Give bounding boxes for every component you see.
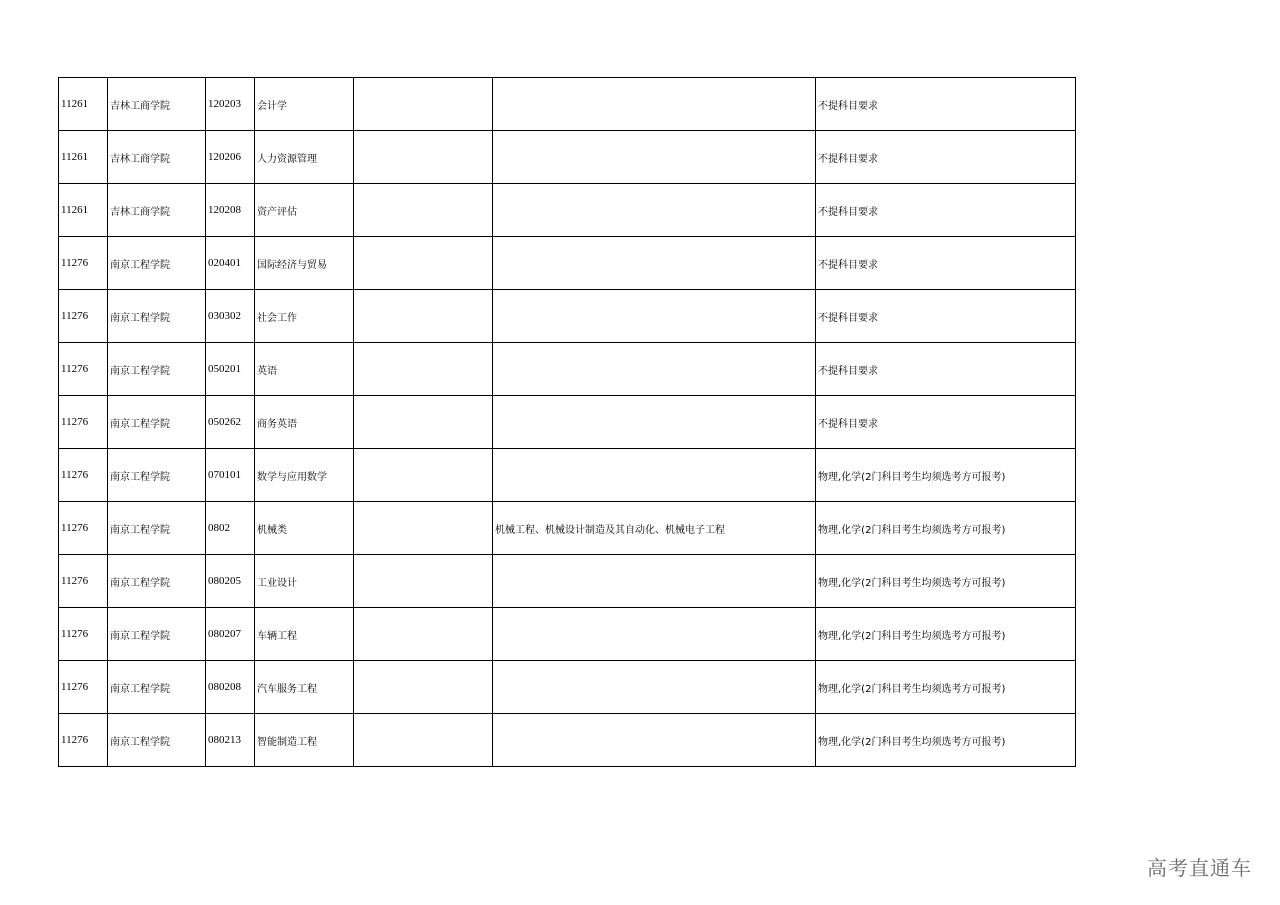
subject-requirement-cell: 物理,化学(2门科目考生均须选考方可报考) — [816, 714, 1076, 767]
major-code-cell: 120206 — [206, 131, 255, 184]
included-majors-cell — [493, 131, 816, 184]
major-code-cell: 050262 — [206, 396, 255, 449]
empty-cell — [354, 396, 493, 449]
major-name-cell: 数学与应用数学 — [255, 449, 354, 502]
subject-requirement-cell: 不提科目要求 — [816, 290, 1076, 343]
table-row — [59, 608, 1076, 661]
included-majors-cell — [493, 608, 816, 661]
institution-name-cell: 南京工程学院 — [108, 396, 206, 449]
institution-name-cell: 吉林工商学院 — [108, 184, 206, 237]
major-code-cell: 020401 — [206, 237, 255, 290]
major-name-cell: 商务英语 — [255, 396, 354, 449]
major-name-cell: 社会工作 — [255, 290, 354, 343]
subject-requirement-cell: 不提科目要求 — [816, 343, 1076, 396]
empty-cell — [354, 184, 493, 237]
major-name-cell: 英语 — [255, 343, 354, 396]
empty-cell — [354, 502, 493, 555]
included-majors-cell — [493, 290, 816, 343]
institution-code-cell: 11276 — [59, 396, 108, 449]
empty-cell — [354, 661, 493, 714]
table-body — [59, 78, 1076, 767]
watermark-text: 高考直通车 — [1147, 856, 1252, 880]
major-name-cell: 工业设计 — [255, 555, 354, 608]
institution-name-cell: 南京工程学院 — [108, 237, 206, 290]
table-row — [59, 555, 1076, 608]
included-majors-cell — [493, 343, 816, 396]
institution-code-cell: 11276 — [59, 714, 108, 767]
institution-name-cell: 吉林工商学院 — [108, 78, 206, 131]
table-row — [59, 343, 1076, 396]
institution-code-cell: 11261 — [59, 131, 108, 184]
major-code-cell: 030302 — [206, 290, 255, 343]
table-row — [59, 396, 1076, 449]
institution-name-cell: 南京工程学院 — [108, 290, 206, 343]
institution-code-cell: 11276 — [59, 290, 108, 343]
table-row — [59, 184, 1076, 237]
subject-requirement-cell: 不提科目要求 — [816, 396, 1076, 449]
major-code-cell: 050201 — [206, 343, 255, 396]
empty-cell — [354, 714, 493, 767]
major-code-cell: 080205 — [206, 555, 255, 608]
institution-code-cell: 11276 — [59, 502, 108, 555]
table-row — [59, 237, 1076, 290]
institution-name-cell: 南京工程学院 — [108, 449, 206, 502]
institution-name-cell: 吉林工商学院 — [108, 131, 206, 184]
subject-requirements-table — [58, 77, 1076, 767]
table-row — [59, 661, 1076, 714]
institution-name-cell: 南京工程学院 — [108, 714, 206, 767]
institution-code-cell: 11276 — [59, 237, 108, 290]
institution-code-cell: 11276 — [59, 343, 108, 396]
table-row — [59, 449, 1076, 502]
subject-requirement-cell: 物理,化学(2门科目考生均须选考方可报考) — [816, 608, 1076, 661]
institution-code-cell: 11276 — [59, 661, 108, 714]
major-code-cell: 080208 — [206, 661, 255, 714]
subject-requirement-cell: 不提科目要求 — [816, 78, 1076, 131]
table-row — [59, 290, 1076, 343]
institution-name-cell: 南京工程学院 — [108, 555, 206, 608]
institution-name-cell: 南京工程学院 — [108, 343, 206, 396]
institution-code-cell: 11261 — [59, 184, 108, 237]
empty-cell — [354, 449, 493, 502]
empty-cell — [354, 608, 493, 661]
included-majors-cell — [493, 396, 816, 449]
subject-requirement-cell: 不提科目要求 — [816, 184, 1076, 237]
subject-requirement-cell: 不提科目要求 — [816, 237, 1076, 290]
subject-requirement-cell: 物理,化学(2门科目考生均须选考方可报考) — [816, 555, 1076, 608]
major-name-cell: 智能制造工程 — [255, 714, 354, 767]
major-name-cell: 人力资源管理 — [255, 131, 354, 184]
major-code-cell: 080207 — [206, 608, 255, 661]
major-code-cell: 070101 — [206, 449, 255, 502]
major-name-cell: 会计学 — [255, 78, 354, 131]
included-majors-cell — [493, 661, 816, 714]
subject-requirement-cell: 物理,化学(2门科目考生均须选考方可报考) — [816, 661, 1076, 714]
empty-cell — [354, 290, 493, 343]
major-name-cell: 汽车服务工程 — [255, 661, 354, 714]
table-row — [59, 714, 1076, 767]
institution-code-cell: 11276 — [59, 449, 108, 502]
table-row — [59, 78, 1076, 131]
major-name-cell: 机械类 — [255, 502, 354, 555]
included-majors-cell — [493, 714, 816, 767]
major-code-cell: 120203 — [206, 78, 255, 131]
empty-cell — [354, 237, 493, 290]
empty-cell — [354, 78, 493, 131]
subject-requirement-cell: 不提科目要求 — [816, 131, 1076, 184]
major-name-cell: 资产评估 — [255, 184, 354, 237]
empty-cell — [354, 131, 493, 184]
table-row — [59, 131, 1076, 184]
table-row — [59, 502, 1076, 555]
institution-code-cell: 11276 — [59, 608, 108, 661]
included-majors-cell — [493, 184, 816, 237]
institution-name-cell: 南京工程学院 — [108, 608, 206, 661]
included-majors-cell — [493, 78, 816, 131]
major-code-cell: 120208 — [206, 184, 255, 237]
institution-name-cell: 南京工程学院 — [108, 661, 206, 714]
included-majors-cell — [493, 237, 816, 290]
major-code-cell: 080213 — [206, 714, 255, 767]
institution-name-cell: 南京工程学院 — [108, 502, 206, 555]
institution-code-cell: 11276 — [59, 555, 108, 608]
included-majors-cell — [493, 449, 816, 502]
major-name-cell: 国际经济与贸易 — [255, 237, 354, 290]
subject-requirement-cell: 物理,化学(2门科目考生均须选考方可报考) — [816, 449, 1076, 502]
included-majors-cell: 机械工程、机械设计制造及其自动化、机械电子工程 — [493, 502, 816, 555]
major-name-cell: 车辆工程 — [255, 608, 354, 661]
major-code-cell: 0802 — [206, 502, 255, 555]
empty-cell — [354, 555, 493, 608]
institution-code-cell: 11261 — [59, 78, 108, 131]
empty-cell — [354, 343, 493, 396]
included-majors-cell — [493, 555, 816, 608]
subject-requirement-cell: 物理,化学(2门科目考生均须选考方可报考) — [816, 502, 1076, 555]
